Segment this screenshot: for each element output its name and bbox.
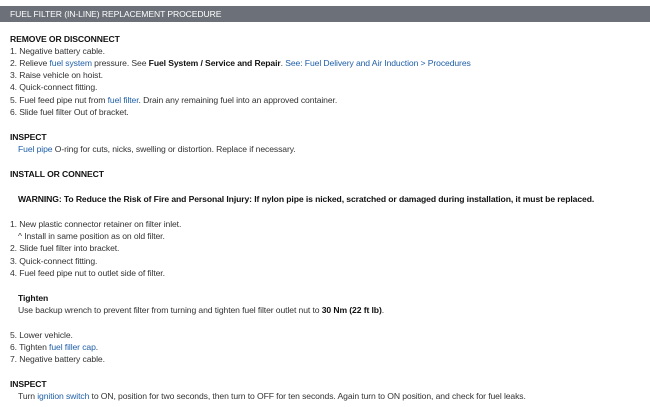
install-heading: INSTALL OR CONNECT — [10, 169, 104, 179]
inspect-heading: INSPECT — [10, 132, 47, 142]
install-step-6-period: . — [95, 342, 99, 352]
final-inspect-text: Turn — [18, 391, 38, 401]
remove-step-5-text: 5. Fuel feed pipe nut from — [10, 95, 108, 105]
remove-step-5 — [10, 95, 337, 106]
procedure-title-bar — [0, 6, 650, 22]
tighten-text: Use backup wrench to prevent filter from turning and tighten fuel filter outlet nut to — [18, 305, 322, 315]
fire-warning: WARNING: To Reduce the Risk of Fire and Personal Injury: If nylon pipe is nicked, scratched or damaged during installation, it must be replaced. — [18, 194, 595, 204]
install-step-6-text: 6. Tighten — [10, 342, 50, 352]
fuel-system-link[interactable]: fuel system — [49, 58, 92, 68]
inspect-text: O-ring for cuts, nicks, swelling or distortion. Replace if necessary. — [52, 144, 296, 154]
install-step-5: 5. Lower vehicle. — [10, 330, 73, 340]
remove-step-6: 6. Slide fuel filter Out of bracket. — [10, 107, 129, 117]
remove-heading: REMOVE OR DISCONNECT — [10, 34, 120, 44]
final-inspect-line — [18, 391, 526, 402]
remove-step-2-period: . — [280, 58, 283, 68]
remove-step-1: 1. Negative battery cable. — [10, 46, 105, 56]
fuel-system-service-ref: Fuel System / Service and Repair — [148, 58, 281, 68]
fuel-filler-cap-link[interactable]: fuel filler cap — [49, 342, 96, 352]
ignition-switch-link[interactable]: ignition switch — [37, 391, 90, 401]
install-step-2: 2. Slide fuel filter into bracket. — [10, 243, 120, 253]
remove-step-2-text-mid: pressure. See — [91, 58, 149, 68]
page-title: FUEL FILTER (IN-LINE) REPLACEMENT PROCEDURE — [10, 9, 222, 19]
remove-step-3: 3. Raise vehicle on hoist. — [10, 70, 103, 80]
tighten-instruction — [18, 305, 384, 316]
install-step-6 — [10, 342, 98, 353]
install-step-1: 1. New plastic connector retainer on filter inlet. — [10, 219, 182, 229]
install-step-1-note: ^ Install in same position as on old filter. — [18, 231, 165, 241]
fuel-pipe-link[interactable]: Fuel pipe — [18, 144, 53, 154]
tighten-period: . — [381, 305, 385, 315]
final-inspect-heading: INSPECT — [10, 379, 47, 389]
install-step-4: 4. Fuel feed pipe nut to outlet side of filter. — [10, 268, 165, 278]
remove-step-5-text-post: . Drain any remaining fuel into an approved container. — [138, 95, 338, 105]
torque-spec: 30 Nm (22 ft lb) — [321, 305, 382, 315]
install-step-3: 3. Quick-connect fitting. — [10, 256, 98, 266]
install-step-7: 7. Negative battery cable. — [10, 354, 105, 364]
remove-step-4: 4. Quick-connect fitting. — [10, 82, 98, 92]
inspect-line — [18, 144, 296, 155]
final-inspect-text-post: to ON, position for two seconds, then turn to OFF for ten seconds. Again turn to ON position, and check for fuel leaks. — [89, 391, 526, 401]
remove-step-2 — [10, 58, 471, 69]
fuel-delivery-procedures-link[interactable]: See: Fuel Delivery and Air Induction > Procedures — [282, 58, 471, 68]
remove-step-2-text: 2. Relieve — [10, 58, 50, 68]
tighten-heading: Tighten — [18, 293, 49, 303]
fuel-filter-link[interactable]: fuel filter — [107, 95, 139, 105]
